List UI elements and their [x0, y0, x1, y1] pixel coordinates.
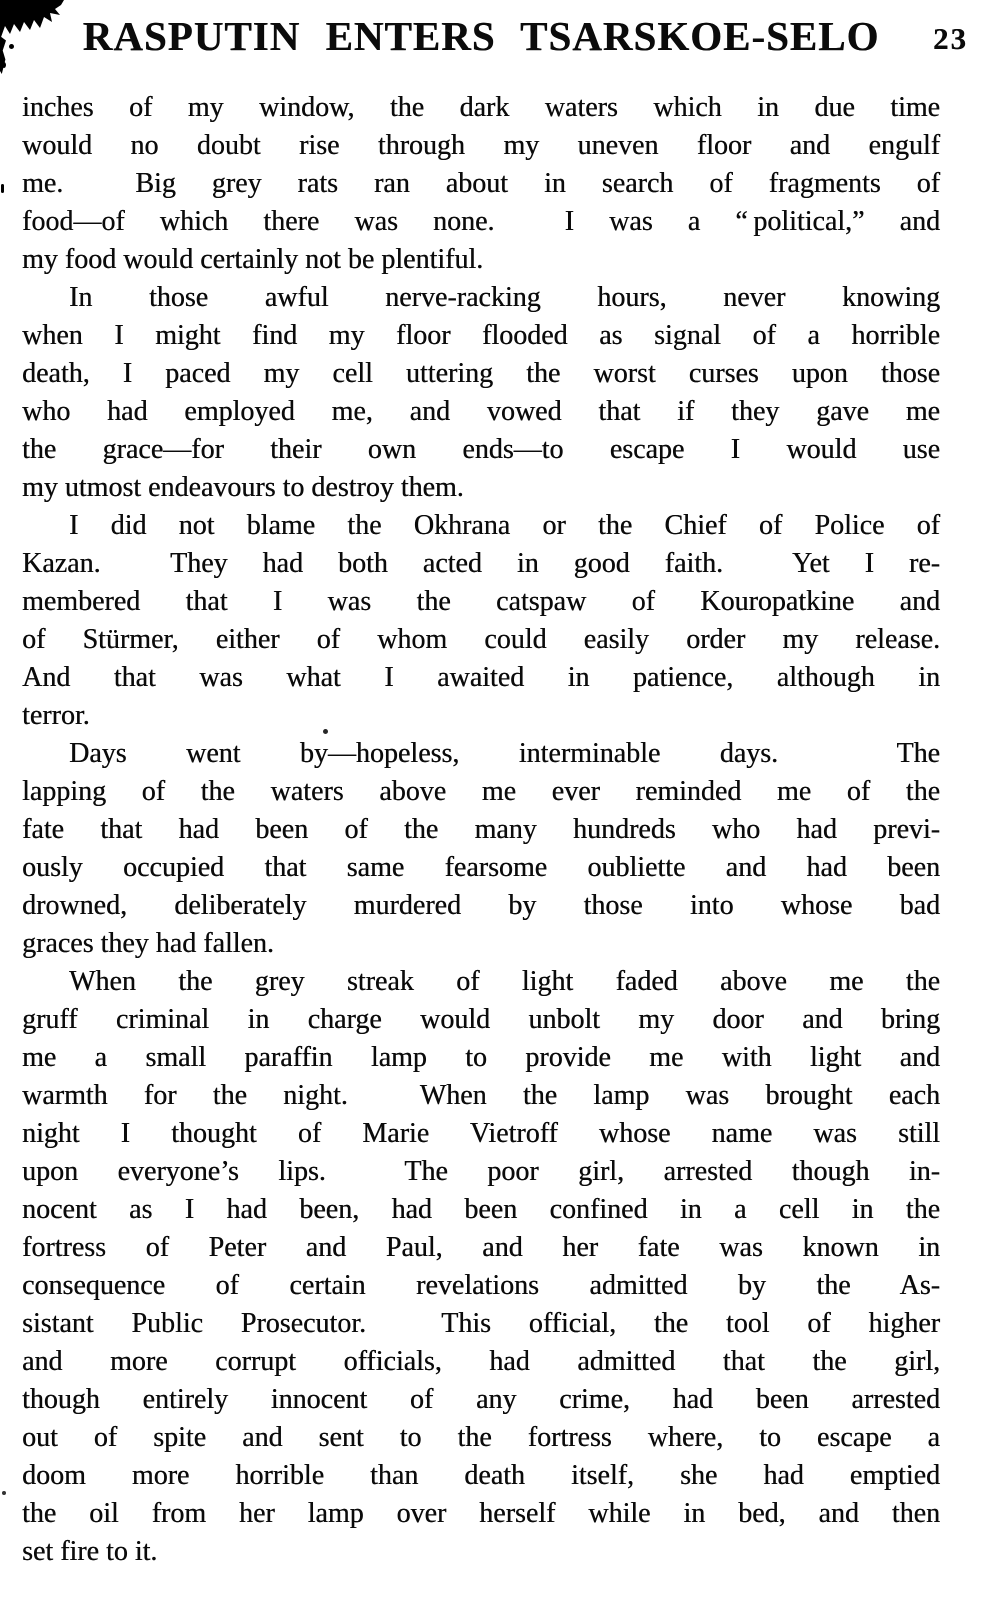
paragraph [22, 735, 940, 963]
ink-speck [1, 184, 4, 193]
paragraph [22, 279, 940, 507]
text-line: gruff criminal in charge would unbolt my door and bring [22, 1004, 940, 1035]
text-line: terror. [22, 700, 90, 731]
text-line: me. Big grey rats ran about in search of fragments of [22, 168, 940, 199]
text-line: food—of which there was none. I was a “ political,” and [22, 206, 940, 237]
text-line: when I might find my floor flooded as signal of a horrible [22, 320, 940, 351]
text-line: who had employed me, and vowed that if they gave me [22, 396, 940, 427]
page-header [22, 10, 968, 62]
text-line: I did not blame the Okhrana or the Chief of Police of [69, 510, 940, 541]
text-line: And that was what I awaited in patience, although in [22, 662, 940, 693]
text-line: inches of my window, the dark waters which in due time [22, 92, 940, 123]
text-line: though entirely innocent of any crime, had been arrested [22, 1384, 940, 1415]
text-line: out of spite and sent to the fortress where, to escape a [22, 1422, 940, 1453]
text-line: my food would certainly not be plentiful. [22, 244, 484, 275]
text-line: and more corrupt officials, had admitted that the girl, [22, 1346, 940, 1377]
text-line: me a small paraffin lamp to provide me with light and [22, 1042, 940, 1073]
text-line: ously occupied that same fearsome oubliette and had been [22, 852, 940, 883]
ink-speck [9, 44, 14, 49]
text-line: graces they had fallen. [22, 928, 274, 959]
text-line: nocent as I had been, had been confined in a cell in the [22, 1194, 940, 1225]
text-line: Kazan. They had both acted in good faith. Yet I re- [22, 548, 940, 579]
page-number: 23 [933, 21, 968, 56]
text-line: consequence of certain revelations admitted by the As- [22, 1270, 940, 1301]
page-body [22, 89, 940, 1571]
ink-speck [323, 729, 328, 734]
text-line: would no doubt rise through my uneven floor and engulf [22, 130, 940, 161]
running-title: RASPUTIN ENTERS TSARSKOE-SELO [82, 13, 880, 59]
ink-speck [2, 1491, 6, 1495]
text-line: fortress of Peter and Paul, and her fate was known in [22, 1232, 940, 1263]
text-line: night I thought of Marie Vietroff whose name was still [22, 1118, 940, 1149]
text-line: death, I paced my cell uttering the worst curses upon those [22, 358, 940, 389]
text-line: membered that I was the catspaw of Kouropatkine and [22, 586, 940, 617]
text-line: drowned, deliberately murdered by those into whose bad [22, 890, 940, 921]
text-line: doom more horrible than death itself, she had emptied [22, 1460, 940, 1491]
text-line: In those awful nerve-racking hours, never knowing [69, 282, 940, 313]
ink-speck [2, 62, 6, 68]
text-line: fate that had been of the many hundreds who had previ- [22, 814, 940, 845]
text-line: set fire to it. [22, 1536, 158, 1567]
ink-drip [0, 36, 6, 74]
text-line: my utmost endeavours to destroy them. [22, 472, 464, 503]
text-line: the grace—for their own ends—to escape I would use [22, 434, 940, 465]
paragraph [22, 963, 940, 1571]
text-line: When the grey streak of light faded above me the [69, 966, 940, 997]
paragraph [22, 89, 940, 279]
text-line: warmth for the night. When the lamp was brought each [22, 1080, 940, 1111]
text-line: lapping of the waters above me ever reminded me of the [22, 776, 940, 807]
paragraph [22, 507, 940, 735]
text-line: upon everyone’s lips. The poor girl, arrested though in- [22, 1156, 940, 1187]
text-line: the oil from her lamp over herself while in bed, and then [22, 1498, 940, 1529]
text-line: Days went by—hopeless, interminable days. The [69, 738, 940, 769]
text-line: of Stürmer, either of whom could easily order my release. [22, 624, 940, 655]
text-line: sistant Public Prosecutor. This official, the tool of higher [22, 1308, 940, 1339]
